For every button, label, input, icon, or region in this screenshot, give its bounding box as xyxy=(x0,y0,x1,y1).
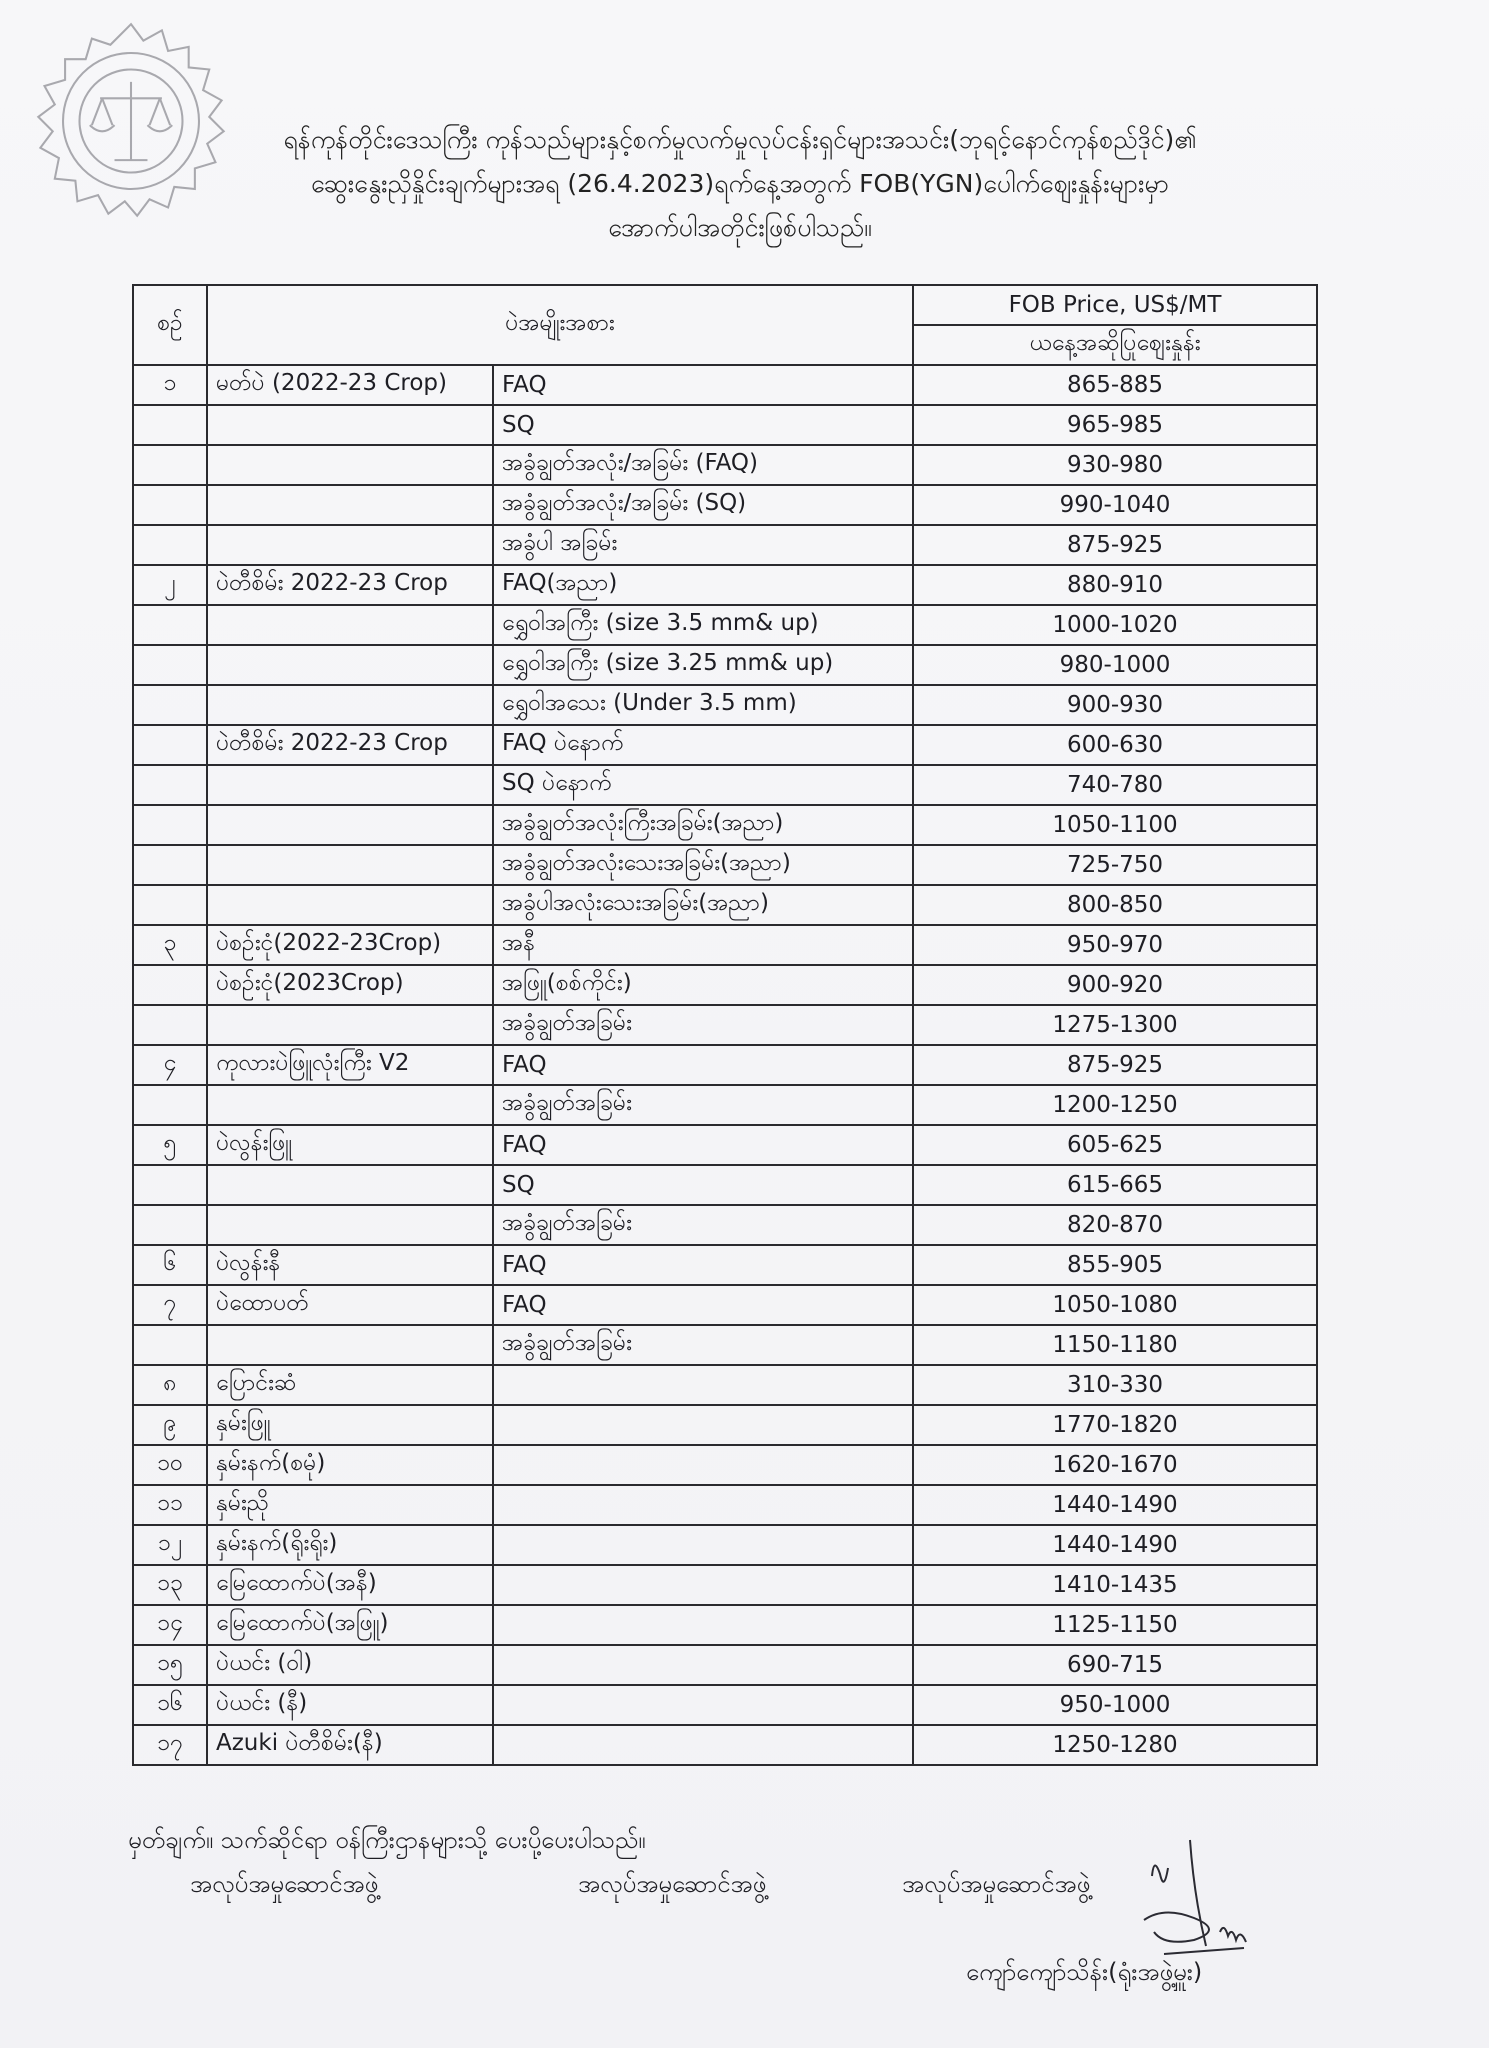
table-row xyxy=(133,1685,1317,1725)
row-price: 1275-1300 xyxy=(913,1005,1317,1045)
row-price: 1050-1100 xyxy=(913,805,1317,845)
table-row xyxy=(133,1405,1317,1445)
row-price: 690-715 xyxy=(913,1645,1317,1685)
document-heading xyxy=(130,118,1350,250)
table-header-row xyxy=(133,285,1317,325)
row-price: 1440-1490 xyxy=(913,1485,1317,1525)
row-number: ၉ xyxy=(133,1405,207,1445)
signature-label-2: အလုပ်အမှုဆောင်အဖွဲ့ xyxy=(578,1870,767,1898)
row-price: 855-905 xyxy=(913,1245,1317,1285)
table-row xyxy=(133,1365,1317,1405)
row-grade: SQ xyxy=(493,405,913,445)
table-row xyxy=(133,1645,1317,1685)
row-number xyxy=(133,485,207,525)
row-number xyxy=(133,885,207,925)
handwritten-signature-icon xyxy=(1124,1836,1274,1966)
row-grade xyxy=(493,1725,913,1765)
table-row xyxy=(133,1125,1317,1165)
table-body xyxy=(133,365,1317,1765)
row-number: ၄ xyxy=(133,1045,207,1085)
row-grade: အဖြူ(စစ်ကိုင်း) xyxy=(493,965,913,1005)
heading-line-1: ရန်ကုန်တိုင်းဒေသကြီး ကုန်သည်များနှင့်စက်မှုလက်မှုလုပ်ငန်းရှင်များအသင်း(ဘုရင့်နောင်ကုန်စည်ဒိုင်)၏ xyxy=(283,125,1197,154)
row-price: 865-885 xyxy=(913,365,1317,405)
row-grade: SQ ပဲနောက် xyxy=(493,765,913,805)
row-product-name xyxy=(207,1165,493,1205)
table-row xyxy=(133,965,1317,1005)
row-number: ၃ xyxy=(133,925,207,965)
row-number: ၂ xyxy=(133,565,207,605)
row-grade: အခွံချွတ်အခြမ်း xyxy=(493,1325,913,1365)
table-row xyxy=(133,445,1317,485)
table-row xyxy=(133,1005,1317,1045)
row-grade: အခွံချွတ်အခြမ်း xyxy=(493,1005,913,1045)
row-grade xyxy=(493,1605,913,1645)
row-price: 615-665 xyxy=(913,1165,1317,1205)
row-product-name: ပဲလွန်းနီ xyxy=(207,1245,493,1285)
table-row xyxy=(133,605,1317,645)
table-row xyxy=(133,1045,1317,1085)
table-row xyxy=(133,565,1317,605)
row-number xyxy=(133,1325,207,1365)
row-number xyxy=(133,445,207,485)
row-grade: အနီ xyxy=(493,925,913,965)
row-grade: FAQ xyxy=(493,1245,913,1285)
row-product-name xyxy=(207,645,493,685)
table-row xyxy=(133,525,1317,565)
row-number xyxy=(133,405,207,445)
row-price: 740-780 xyxy=(913,765,1317,805)
row-number xyxy=(133,805,207,845)
heading-line-3: အောက်ပါအတိုင်းဖြစ်ပါသည်။ xyxy=(608,213,872,242)
row-product-name: မြေထောက်ပဲ(အနီ) xyxy=(207,1565,493,1605)
row-product-name xyxy=(207,1325,493,1365)
row-price: 600-630 xyxy=(913,725,1317,765)
header-price-title: FOB Price, US$/MT xyxy=(913,285,1317,325)
row-grade: အခွံချွတ်အလုံး/အခြမ်း (FAQ) xyxy=(493,445,913,485)
row-number: ၁၁ xyxy=(133,1485,207,1525)
row-product-name: မတ်ပဲ (2022-23 Crop) xyxy=(207,365,493,405)
table-row xyxy=(133,485,1317,525)
row-number: ၈ xyxy=(133,1365,207,1405)
table-row xyxy=(133,1325,1317,1365)
row-product-name: Azuki ပဲတီစိမ်း(နီ) xyxy=(207,1725,493,1765)
table-row xyxy=(133,1245,1317,1285)
row-price: 820-870 xyxy=(913,1205,1317,1245)
table-row xyxy=(133,1285,1317,1325)
row-number: ၆ xyxy=(133,1245,207,1285)
table-row xyxy=(133,845,1317,885)
signer-name: ကျော်ကျော်သိန်း(ရုံးအဖွဲ့မှူး) xyxy=(966,1958,1203,1986)
row-product-name xyxy=(207,1005,493,1045)
row-number xyxy=(133,685,207,725)
row-grade: ရွှေဝါအကြီး (size 3.5 mm& up) xyxy=(493,605,913,645)
row-number: ၁၃ xyxy=(133,1565,207,1605)
row-price: 980-1000 xyxy=(913,645,1317,685)
row-price: 800-850 xyxy=(913,885,1317,925)
row-number xyxy=(133,845,207,885)
row-product-name: နှမ်းနက်(ရိုးရိုး) xyxy=(207,1525,493,1565)
row-grade xyxy=(493,1685,913,1725)
row-grade xyxy=(493,1445,913,1485)
row-grade xyxy=(493,1565,913,1605)
row-grade xyxy=(493,1485,913,1525)
row-price: 900-930 xyxy=(913,685,1317,725)
header-type: ပဲအမျိုးအစား xyxy=(207,285,913,365)
table-row xyxy=(133,1525,1317,1565)
row-product-name: ပြောင်းဆံ xyxy=(207,1365,493,1405)
row-price: 605-625 xyxy=(913,1125,1317,1165)
row-product-name: ပဲယင်း (နီ) xyxy=(207,1685,493,1725)
row-price: 1410-1435 xyxy=(913,1565,1317,1605)
row-grade: အခွံချွတ်အခြမ်း xyxy=(493,1085,913,1125)
table-row xyxy=(133,765,1317,805)
row-price: 725-750 xyxy=(913,845,1317,885)
row-price: 950-1000 xyxy=(913,1685,1317,1725)
row-product-name: နှမ်းနက်(စမုံ) xyxy=(207,1445,493,1485)
row-product-name xyxy=(207,605,493,645)
row-number xyxy=(133,765,207,805)
row-grade: FAQ ပဲနောက် xyxy=(493,725,913,765)
table-row xyxy=(133,645,1317,685)
row-grade: အခွံချွတ်အလုံးသေးအခြမ်း(အညာ) xyxy=(493,845,913,885)
row-price: 1200-1250 xyxy=(913,1085,1317,1125)
row-grade: ရွှေဝါအသေး (Under 3.5 mm) xyxy=(493,685,913,725)
row-grade: အခွံပါအလုံးသေးအခြမ်း(အညာ) xyxy=(493,885,913,925)
row-number xyxy=(133,1085,207,1125)
row-price: 875-925 xyxy=(913,1045,1317,1085)
row-product-name xyxy=(207,405,493,445)
row-number xyxy=(133,525,207,565)
row-grade: SQ xyxy=(493,1165,913,1205)
table-row xyxy=(133,1445,1317,1485)
row-product-name xyxy=(207,1205,493,1245)
row-grade xyxy=(493,1645,913,1685)
table-row xyxy=(133,805,1317,845)
row-number xyxy=(133,965,207,1005)
row-grade: အခွံပါ အခြမ်း xyxy=(493,525,913,565)
row-grade: အခွံချွတ်အလုံးကြီးအခြမ်း(အညာ) xyxy=(493,805,913,845)
table-row xyxy=(133,1565,1317,1605)
row-price: 965-985 xyxy=(913,405,1317,445)
row-product-name xyxy=(207,1085,493,1125)
table-row xyxy=(133,685,1317,725)
row-product-name: ပဲတီစိမ်း 2022-23 Crop xyxy=(207,725,493,765)
row-grade: FAQ xyxy=(493,1125,913,1165)
row-number xyxy=(133,605,207,645)
row-grade: FAQ(အညာ) xyxy=(493,565,913,605)
signature-label-3: အလုပ်အမှုဆောင်အဖွဲ့ xyxy=(902,1870,1091,1898)
table-row xyxy=(133,1205,1317,1245)
row-product-name xyxy=(207,765,493,805)
row-product-name: ပဲစဉ်းငုံ(2023Crop) xyxy=(207,965,493,1005)
row-grade: အခွံချွတ်အလုံး/အခြမ်း (SQ) xyxy=(493,485,913,525)
row-product-name: ကုလားပဲဖြူလုံးကြီး V2 xyxy=(207,1045,493,1085)
row-product-name xyxy=(207,805,493,845)
row-number: ၁ xyxy=(133,365,207,405)
row-price: 1770-1820 xyxy=(913,1405,1317,1445)
row-price: 950-970 xyxy=(913,925,1317,965)
row-number: ၁၂ xyxy=(133,1525,207,1565)
table-row xyxy=(133,1085,1317,1125)
row-product-name xyxy=(207,885,493,925)
row-product-name: ပဲထောပတ် xyxy=(207,1285,493,1325)
row-product-name: နှမ်းဖြူ xyxy=(207,1405,493,1445)
row-number xyxy=(133,645,207,685)
row-grade: FAQ xyxy=(493,1045,913,1085)
row-number: ၅ xyxy=(133,1125,207,1165)
table-row xyxy=(133,1165,1317,1205)
row-price: 900-920 xyxy=(913,965,1317,1005)
row-product-name: ပဲတီစိမ်း 2022-23 Crop xyxy=(207,565,493,605)
row-number: ၁၅ xyxy=(133,1645,207,1685)
row-product-name xyxy=(207,485,493,525)
row-grade: FAQ xyxy=(493,1285,913,1325)
row-number xyxy=(133,1165,207,1205)
table-row xyxy=(133,1725,1317,1765)
row-grade xyxy=(493,1365,913,1405)
row-grade: ရွှေဝါအကြီး (size 3.25 mm& up) xyxy=(493,645,913,685)
row-product-name xyxy=(207,525,493,565)
table-row xyxy=(133,1485,1317,1525)
table-row xyxy=(133,365,1317,405)
row-price: 1440-1490 xyxy=(913,1525,1317,1565)
row-number: ၁၇ xyxy=(133,1725,207,1765)
row-number xyxy=(133,725,207,765)
row-product-name xyxy=(207,685,493,725)
row-price: 1620-1670 xyxy=(913,1445,1317,1485)
row-product-name xyxy=(207,445,493,485)
table-row xyxy=(133,725,1317,765)
row-price: 880-910 xyxy=(913,565,1317,605)
row-price: 990-1040 xyxy=(913,485,1317,525)
row-price: 1050-1080 xyxy=(913,1285,1317,1325)
row-number: ၁၄ xyxy=(133,1605,207,1645)
row-price: 1000-1020 xyxy=(913,605,1317,645)
row-grade: အခွံချွတ်အခြမ်း xyxy=(493,1205,913,1245)
signature-label-1: အလုပ်အမှုဆောင်အဖွဲ့ xyxy=(190,1870,379,1898)
row-number: ၇ xyxy=(133,1285,207,1325)
row-number xyxy=(133,1005,207,1045)
row-number: ၁၆ xyxy=(133,1685,207,1725)
row-price: 930-980 xyxy=(913,445,1317,485)
table-row xyxy=(133,405,1317,445)
footer-note: မှတ်ချက်။ သက်ဆိုင်ရာ ဝန်ကြီးဌာနများသို့ ပေးပို့ပေးပါသည်။ xyxy=(128,1826,646,1854)
table-row xyxy=(133,1605,1317,1645)
table-row xyxy=(133,925,1317,965)
row-number: ၁၀ xyxy=(133,1445,207,1485)
row-product-name: ပဲစဉ်းငုံ(2022-23Crop) xyxy=(207,925,493,965)
row-price: 875-925 xyxy=(913,525,1317,565)
row-price: 1125-1150 xyxy=(913,1605,1317,1645)
row-product-name: ပဲလွန်းဖြူ xyxy=(207,1125,493,1165)
header-price-sub: ယနေ့အဆိုပြုဈေးနှုန်း xyxy=(913,325,1317,365)
row-product-name: ပဲယင်း (ဝါ) xyxy=(207,1645,493,1685)
row-product-name: နှမ်းညို xyxy=(207,1485,493,1525)
row-grade: FAQ xyxy=(493,365,913,405)
heading-line-2: ဆွေးနွေးညှိနှိုင်းချက်များအရ (26.4.2023)ရက်နေ့အတွက် FOB(YGN)ပေါက်ဈေးနှုန်းများမှာ xyxy=(311,169,1169,198)
header-no: စဉ် xyxy=(133,285,207,365)
row-grade xyxy=(493,1525,913,1565)
price-table xyxy=(132,284,1318,1766)
table-row xyxy=(133,885,1317,925)
row-number xyxy=(133,1205,207,1245)
row-price: 310-330 xyxy=(913,1365,1317,1405)
row-product-name xyxy=(207,845,493,885)
row-price: 1250-1280 xyxy=(913,1725,1317,1765)
row-grade xyxy=(493,1405,913,1445)
row-price: 1150-1180 xyxy=(913,1325,1317,1365)
row-product-name: မြေထောက်ပဲ(အဖြူ) xyxy=(207,1605,493,1645)
